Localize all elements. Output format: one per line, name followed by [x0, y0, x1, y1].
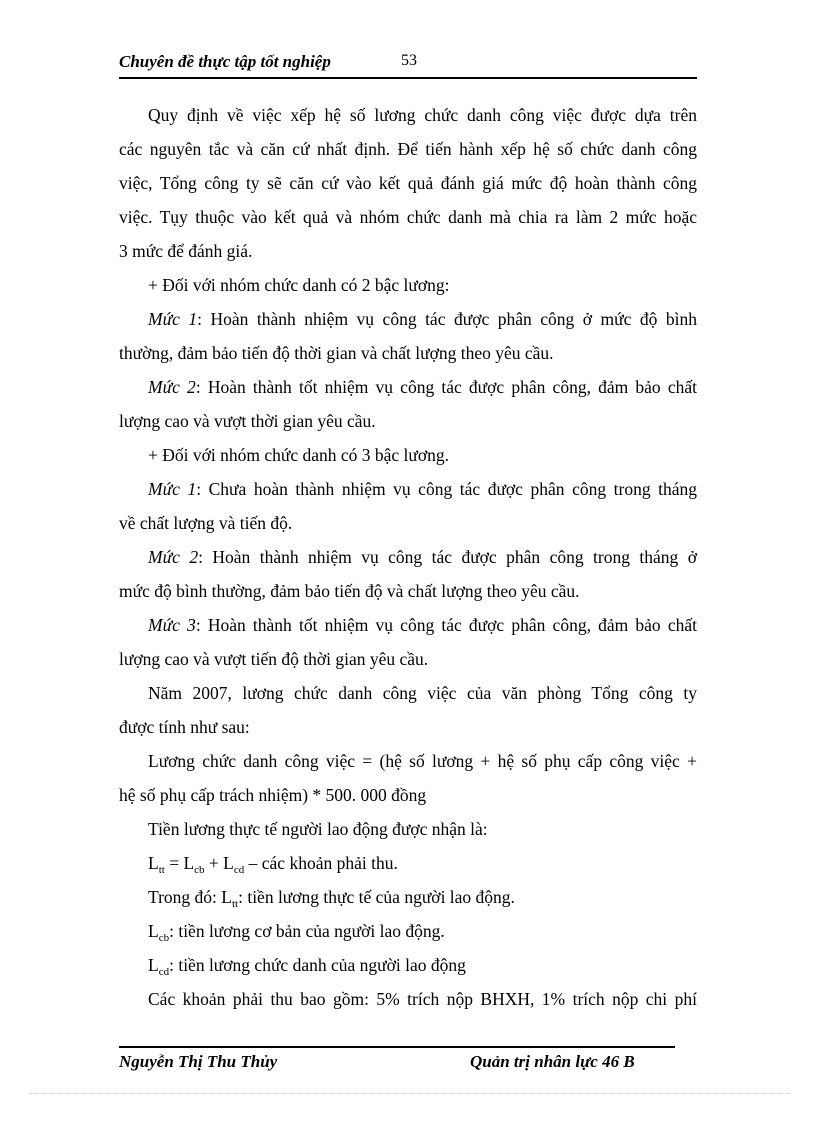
- text-line: Các khoản phải thu bao gồm: 5% trích nộp BHXH, 1% trích nộp chi phí: [148, 989, 697, 1009]
- text-line: Năm 2007, lương chức danh công việc của văn phòng Tổng công ty: [148, 683, 697, 703]
- level-text: : Hoàn thành nhiệm vụ công tác được phân công ở mức độ bình: [197, 309, 698, 329]
- level-label: Mức 2: [148, 377, 196, 397]
- body-text: [119, 98, 697, 1016]
- level-text: : Hoàn thành tốt nhiệm vụ công tác được phân công, đảm bảo chất: [195, 615, 697, 635]
- page-edge-dotted-line: [30, 1093, 790, 1094]
- text-line: Quy định về việc xếp hệ số lương chức danh công việc được dựa trên: [148, 105, 697, 125]
- level-label: Mức 1: [148, 479, 197, 499]
- text-line: được tính như sau:: [119, 717, 250, 737]
- level-line: [119, 472, 697, 506]
- text-line: mức độ bình thường, đảm bảo tiến độ và chất lượng theo yêu cầu.: [119, 581, 580, 601]
- footer-rule: [119, 1046, 675, 1048]
- level-text: : Hoàn thành nhiệm vụ công tác được phân công trong tháng ở: [198, 547, 697, 567]
- level-label: Mức 3: [148, 615, 196, 635]
- text-line: 3 mức để đánh giá.: [119, 241, 253, 261]
- level-label: Mức 1: [148, 309, 198, 329]
- footer-author: Nguyễn Thị Thu Thủy: [119, 1052, 278, 1071]
- definition-line: $L_{cb}$: tiền lương cơ bản của người lao động.: [148, 921, 445, 944]
- level-text: : Chưa hoàn thành nhiệm vụ công tác được phân công trong tháng: [196, 479, 698, 499]
- definition-line: $L_{cd}$: tiền lương chức danh của người lao động: [148, 955, 466, 978]
- text-line: Tiền lương thực tế người lao động được nhận là:: [148, 819, 488, 839]
- group3-heading: + Đối với nhóm chức danh có 3 bậc lương.: [148, 445, 450, 465]
- text-line: lượng cao và vượt thời gian yêu cầu.: [119, 411, 376, 431]
- level-text: : Hoàn thành tốt nhiệm vụ công tác được phân công, đảm bảo chất: [195, 377, 697, 397]
- text-line: việc. Tụy thuộc vào kết quả và nhóm chức danh mà chia ra làm 2 mức hoặc: [119, 207, 697, 227]
- level-line: [119, 608, 697, 642]
- text-line: thường, đảm bảo tiến độ thời gian và chất lượng theo yêu cầu.: [119, 343, 554, 363]
- text-line: về chất lượng và tiến độ.: [119, 513, 293, 533]
- text-line: việc, Tổng công ty sẽ căn cứ vào kết quả đánh giá mức độ hoàn thành công: [119, 173, 697, 193]
- group2-heading: + Đối với nhóm chức danh có 2 bậc lương:: [148, 275, 450, 295]
- salary-equation: $L_{tt} = L_{cb} + L_{cd}$ – các khoản phải thu.: [148, 853, 398, 876]
- header-title: Chuyên đề thực tập tốt nghiệp: [119, 52, 331, 71]
- formula-line: Lương chức danh công việc = (hệ số lương + hệ số phụ cấp công việc +: [148, 751, 697, 771]
- header-rule: [119, 77, 697, 79]
- text-line: các nguyên tắc và căn cứ nhất định. Để tiến hành xếp hệ số chức danh công: [119, 139, 697, 159]
- level-label: Mức 2: [148, 547, 199, 567]
- formula-line: hệ số phụ cấp trách nhiệm) * 500. 000 đồng: [119, 785, 427, 805]
- page-header: [119, 52, 697, 76]
- footer-class: Quản trị nhân lực 46 B: [470, 1052, 635, 1071]
- definition-line: Trong đó: $L_{tt}$: tiền lương thực tế của người lao động.: [148, 887, 515, 910]
- text-line: lượng cao và vượt tiến độ thời gian yêu cầu.: [119, 649, 429, 669]
- level-line: [119, 302, 697, 336]
- level-line: [119, 370, 697, 404]
- level-line: [119, 540, 697, 574]
- page-number: 53: [401, 52, 417, 69]
